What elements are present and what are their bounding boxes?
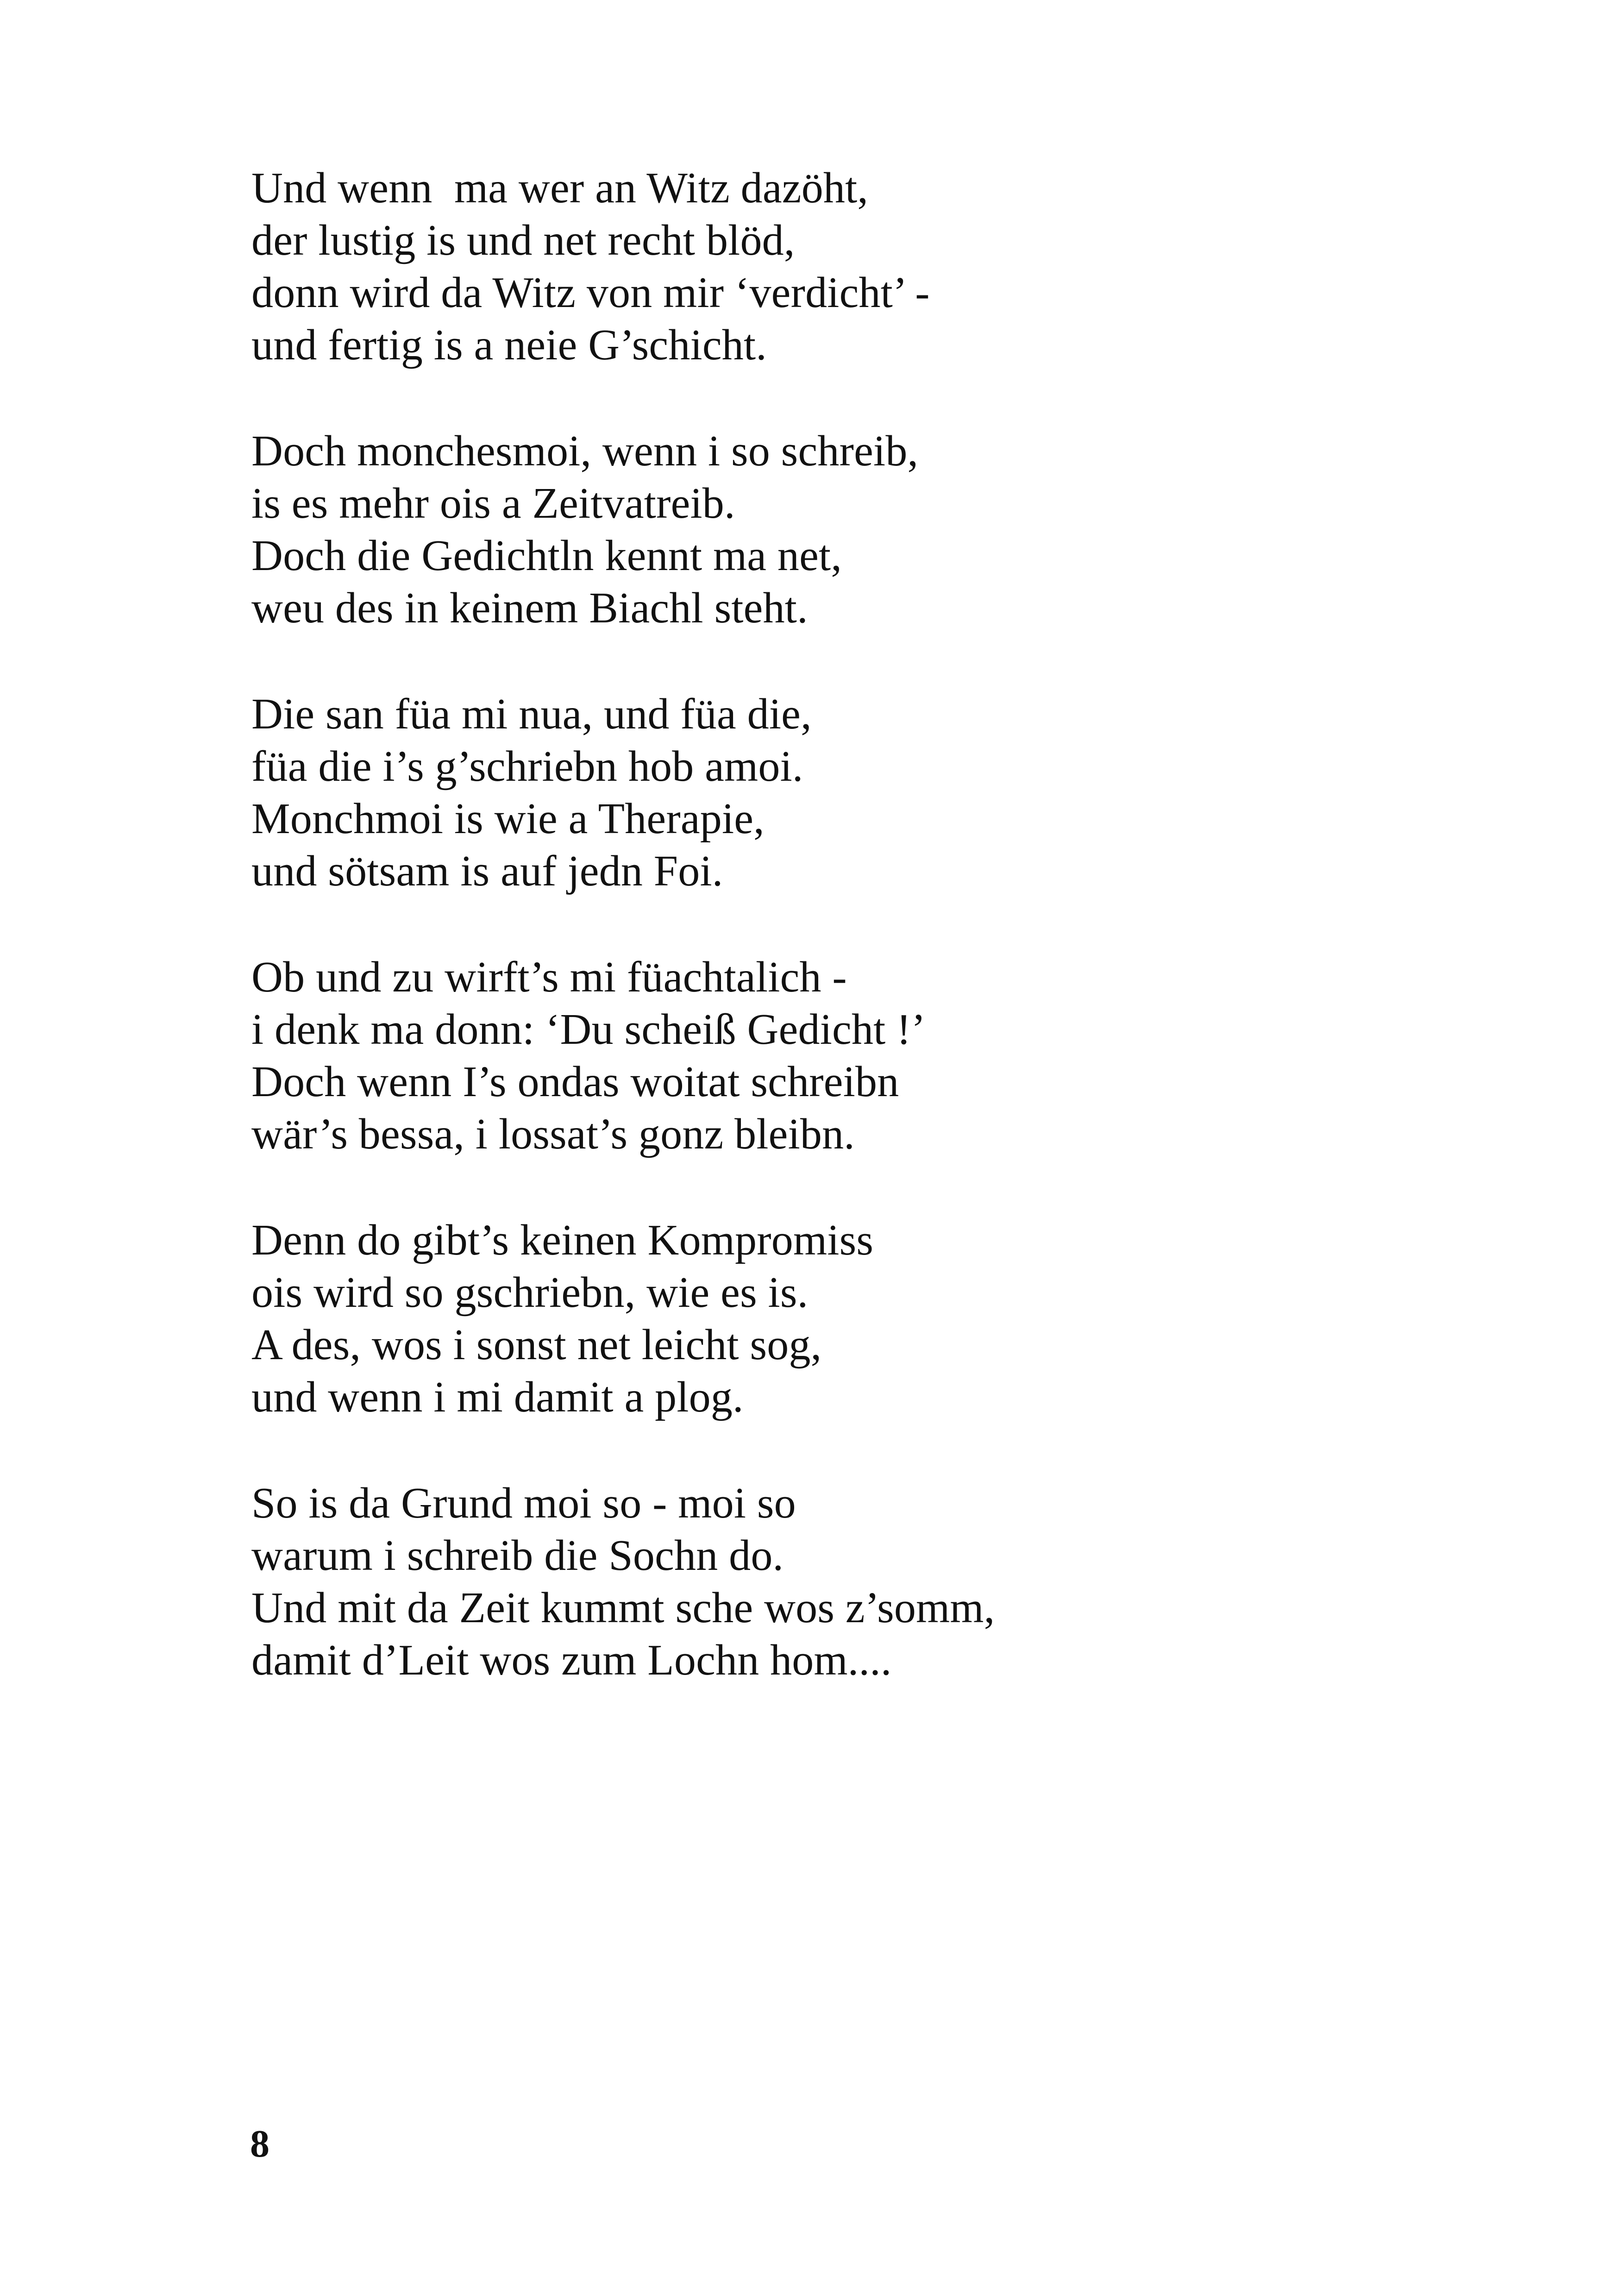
poem-line: A des, wos i sonst net leicht sog,: [251, 1321, 822, 1369]
poem-line: weu des in keinem Biachl steht.: [251, 584, 808, 632]
poem-line: i denk ma donn: ‘Du scheiß Gedicht !’: [251, 1005, 926, 1054]
poem-line: füa die i’s g’schriebn hob amoi.: [251, 742, 803, 790]
page-number: 8: [250, 2122, 270, 2165]
poem-line: Doch monchesmoi, wenn i so schreib,: [251, 427, 919, 475]
poem-line: Denn do gibt’s keinen Kompromiss: [251, 1216, 874, 1264]
poem-line: So is da Grund moi so - moi so: [251, 1479, 796, 1527]
poem-line: Ob und zu wirft’s mi füachtalich -: [251, 953, 847, 1001]
poem-line: warum i schreib die Sochn do.: [251, 1531, 784, 1580]
poem-line: Und mit da Zeit kummt sche wos z’somm,: [251, 1584, 995, 1632]
stanza-4: [251, 951, 1502, 1161]
poem-line: Die san füa mi nua, und füa die,: [251, 690, 812, 738]
poem-line: damit d’Leit wos zum Lochn hom....: [251, 1636, 892, 1684]
poem-line: und wenn i mi damit a plog.: [251, 1373, 744, 1421]
poem-line: Doch wenn I’s ondas woitat schreibn: [251, 1058, 899, 1106]
poem-line: donn wird da Witz von mir ‘verdicht’ -: [251, 269, 930, 317]
stanza-1: [251, 162, 1502, 371]
stanza-2: [251, 425, 1502, 634]
poem-line: Doch die Gedichtln kennt ma net,: [251, 532, 842, 580]
poem-line: und fertig is a neie G’schicht.: [251, 321, 767, 369]
poem: [251, 162, 1502, 1740]
poem-line: und sötsam is auf jedn Foi.: [251, 847, 723, 895]
poem-line: wär’s bessa, i lossat’s gonz bleibn.: [251, 1110, 855, 1158]
poem-line: is es mehr ois a Zeitvatreib.: [251, 479, 735, 527]
stanza-5: [251, 1214, 1502, 1424]
poem-line: Monchmoi is wie a Therapie,: [251, 795, 765, 843]
poem-line: ois wird so gschriebn, wie es is.: [251, 1268, 808, 1317]
stanza-3: [251, 688, 1502, 897]
poem-line: der lustig is und net recht blöd,: [251, 216, 795, 264]
poem-line: Und wenn ma wer an Witz dazöht,: [251, 164, 869, 212]
stanza-6: [251, 1477, 1502, 1687]
